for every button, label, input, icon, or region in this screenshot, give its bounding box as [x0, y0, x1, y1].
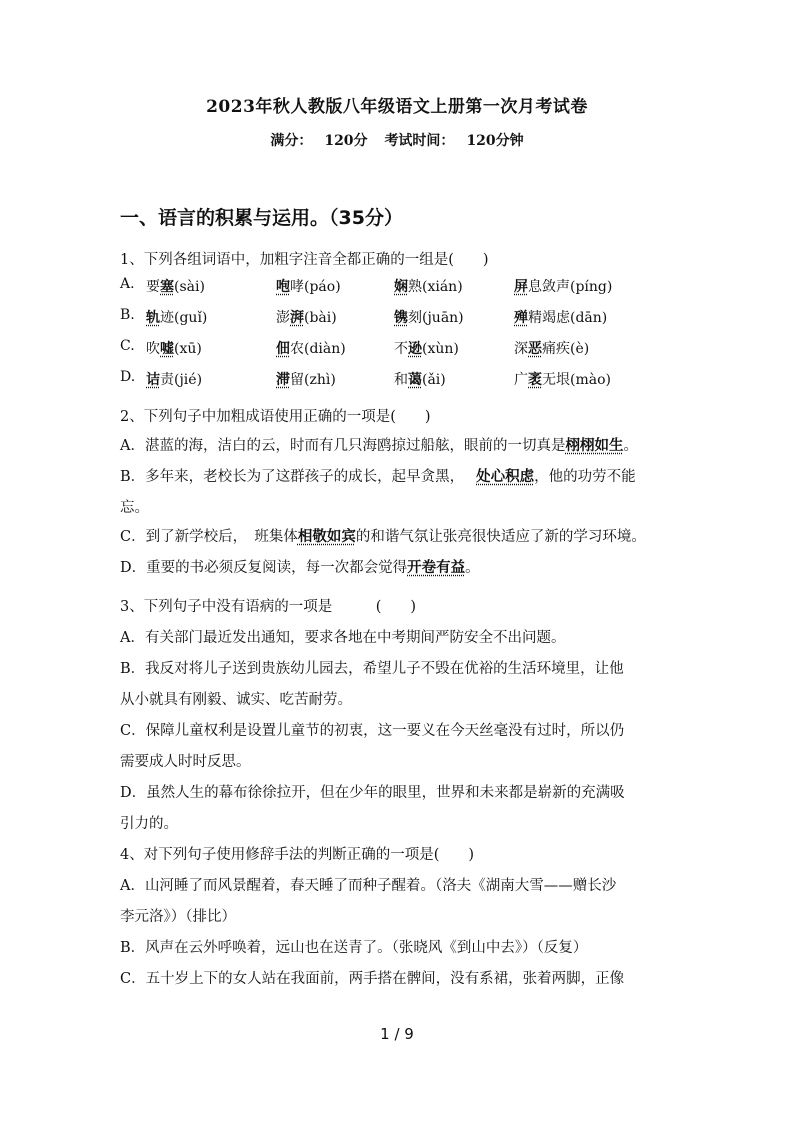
question-2-option-b-cont: 忘。: [120, 500, 149, 516]
idiom-bold: 开卷有益: [407, 559, 466, 576]
bold-char: 屏: [514, 279, 528, 295]
option-text: C．到了新学校后， 班集体: [120, 529, 298, 545]
option-text: 。: [465, 560, 480, 576]
option-word: [146, 338, 202, 358]
option-text: B．多年来，老校长为了这群孩子的成长，起早贪黑，: [120, 469, 465, 485]
time-value: 120分钟: [466, 133, 524, 149]
option-text: 。: [623, 438, 638, 454]
option-word: [394, 276, 463, 296]
question-2-option-b: [120, 465, 636, 486]
page-title: 2023年秋人教版八年级语文上册第一次月考试卷: [206, 97, 588, 117]
bold-char: 袤: [528, 372, 542, 388]
word-suffix: 哮(páo): [290, 279, 341, 295]
option-word: [276, 307, 337, 327]
bold-char: 镌: [394, 310, 408, 326]
word-suffix: 责(jié): [160, 372, 203, 388]
word-suffix: (xùn): [422, 341, 459, 357]
page-number: 1 / 9: [380, 1025, 414, 1043]
question-3-option-c-cont: 需要成人时时反思。: [120, 754, 251, 770]
word-suffix: (ǎi): [422, 372, 446, 388]
word-prefix: 要: [146, 279, 160, 295]
option-letter: A.: [120, 276, 135, 292]
section-heading: 一、语言的积累与运用。（35分）: [120, 207, 403, 229]
option-letter: B.: [120, 307, 135, 323]
full-score-label: 满分：: [270, 133, 313, 149]
bold-char: 咆: [276, 279, 290, 295]
option-word: [514, 369, 611, 389]
bold-char: 轨: [146, 310, 160, 326]
word-prefix: 和: [394, 372, 408, 388]
bold-char: 逊: [408, 341, 422, 357]
word-suffix: 刻(juān): [408, 310, 464, 326]
word-suffix: 精竭虑(dān): [528, 310, 608, 326]
bold-char: 蔼: [408, 372, 422, 388]
question-3-option-a: A．有关部门最近发出通知，要求各地在中考期间严防安全不出问题。: [120, 630, 566, 646]
option-letter: D.: [120, 369, 136, 385]
time-label: 考试时间：: [384, 133, 455, 149]
idiom-bold: 处心积虑: [476, 468, 535, 485]
word-prefix: 吹: [146, 341, 160, 357]
bold-char: 娴: [394, 279, 408, 295]
bold-char: 塞: [160, 279, 174, 295]
idiom-bold: 栩栩如生: [565, 437, 624, 454]
option-word: [276, 369, 336, 389]
word-suffix: 留(zhì): [290, 372, 336, 388]
option-letter: C.: [120, 338, 135, 354]
bold-char: 恶: [528, 341, 542, 357]
question-2-option-d: [120, 556, 480, 577]
option-word: [146, 276, 205, 296]
question-3-option-b-cont: 从小就具有刚毅、诚实、吃苦耐劳。: [120, 692, 352, 708]
word-prefix: 深: [514, 341, 528, 357]
option-word: [514, 338, 589, 358]
question-4-option-c: C．五十岁上下的女人站在我面前，两手搭在髀间，没有系裙，张着两脚，正像: [120, 971, 625, 987]
option-text: ，他的功劳不能: [534, 469, 636, 485]
option-text: 的和谐气氛让张亮很快适应了新的学习环境。: [355, 529, 646, 545]
option-word: [276, 338, 346, 358]
word-suffix: (bài): [304, 310, 337, 326]
bold-char: 嘘: [160, 341, 174, 357]
question-4-option-b: B．风声在云外呼唤着，远山也在送青了。（张晓风《到山中去》）（反复）: [120, 940, 588, 956]
bold-char: 滞: [276, 372, 290, 388]
option-word: [146, 369, 202, 389]
option-word: [276, 276, 341, 296]
exam-info: [0, 130, 794, 150]
question-2-option-a: [120, 434, 638, 455]
bold-char: 湃: [290, 310, 304, 326]
word-suffix: (xū): [174, 341, 202, 357]
option-word: [146, 307, 207, 327]
question-2-stem: 2、下列句子中加粗成语使用正确的一项是( ): [120, 409, 431, 425]
bold-char: 殚: [514, 310, 528, 326]
option-word: [514, 307, 607, 327]
option-text: A．湛蓝的海，洁白的云，时而有几只海鸥掠过船舷，眼前的一切真是: [120, 438, 566, 454]
question-3-option-b: B．我反对将儿子送到贵族幼儿园去，希望儿子不毁在优裕的生活环境里，让他: [120, 661, 624, 677]
question-1-stem: 1、下列各组词语中，加粗字注音全都正确的一组是( ): [120, 252, 489, 268]
question-4-stem: 4、对下列句子使用修辞手法的判断正确的一项是( ): [120, 847, 475, 863]
option-word: [514, 276, 612, 296]
bold-char: 诘: [146, 372, 160, 388]
word-suffix: 无垠(mào): [542, 372, 611, 388]
question-3-option-d-cont: 引力的。: [120, 816, 178, 832]
word-prefix: 不: [394, 341, 408, 357]
option-word: [394, 369, 446, 389]
option-word: [394, 338, 459, 358]
word-suffix: 息敛声(píng): [528, 279, 613, 295]
word-prefix: 广: [514, 372, 528, 388]
option-text: D．重要的书必须反复阅读，每一次都会觉得: [120, 560, 408, 576]
idiom-bold: 相敬如宾: [297, 528, 356, 545]
question-3-option-d: D．虽然人生的幕布徐徐拉开，但在少年的眼里，世界和未来都是崭新的充满吸: [120, 785, 625, 801]
question-4-option-a-cont: 李元洛》）（排比）: [120, 909, 236, 925]
question-2-option-c: [120, 525, 646, 546]
option-word: [394, 307, 464, 327]
question-3-stem: 3、下列句子中没有语病的一项是 ( ): [120, 599, 417, 615]
word-suffix: 迹(guǐ): [160, 310, 208, 326]
word-suffix: 熟(xián): [408, 279, 463, 295]
bold-char: 佃: [276, 341, 290, 357]
word-suffix: 农(diàn): [290, 341, 346, 357]
word-suffix: 痛疾(è): [542, 341, 590, 357]
full-score-value: 120分: [324, 133, 368, 149]
question-4-option-a: A．山河睡了而风景醒着，春天睡了而种子醒着。（洛夫《湖南大雪——赠长沙: [120, 878, 617, 894]
word-suffix: (sài): [174, 279, 205, 295]
question-3-option-c: C．保障儿童权利是设置儿童节的初衷，这一要义在今天丝毫没有过时，所以仍: [120, 723, 625, 739]
word-prefix: 澎: [276, 310, 290, 326]
